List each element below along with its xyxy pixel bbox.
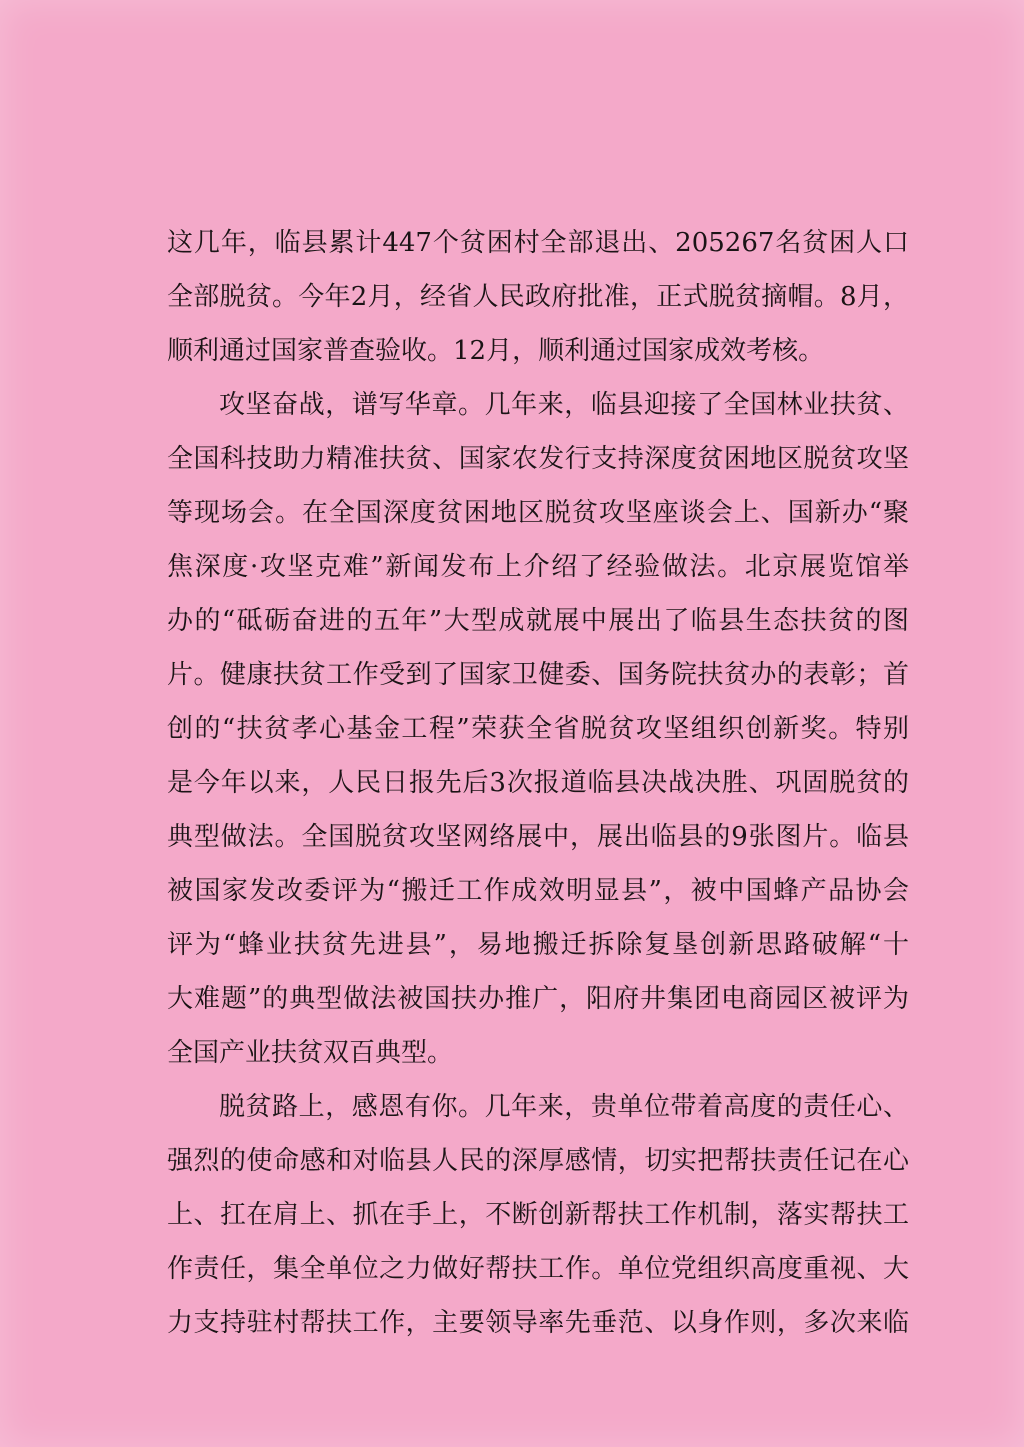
- text-line: 作责任，集全单位之力做好帮扶工作。单位党组织高度重视、大: [167, 1254, 909, 1284]
- text-line: 评为“蜂业扶贫先进县”，易地搬迁拆除复垦创新思路破解“十: [167, 930, 909, 960]
- text-line: 上、扛在肩上、抓在手上，不断创新帮扶工作机制，落实帮扶工: [167, 1200, 909, 1230]
- text-line: 脱贫路上，感恩有你。几年来，贵单位带着高度的责任心、: [219, 1092, 909, 1122]
- text-line: 全国科技助力精准扶贫、国家农发行支持深度贫困地区脱贫攻坚: [167, 444, 909, 474]
- text-line: 攻坚奋战，谱写华章。几年来，临县迎接了全国林业扶贫、: [219, 390, 909, 420]
- text-line: 典型做法。全国脱贫攻坚网络展中，展出临县的9张图片。临县: [167, 822, 909, 852]
- text-line: 办的“砥砺奋进的五年”大型成就展中展出了临县生态扶贫的图: [167, 606, 909, 636]
- text-line: 创的“扶贫孝心基金工程”荣获全省脱贫攻坚组织创新奖。特别: [167, 714, 909, 744]
- text-line: 被国家发改委评为“搬迁工作成效明显县”，被中国蜂产品协会: [167, 876, 909, 906]
- text-line: 等现场会。在全国深度贫困地区脱贫攻坚座谈会上、国新办“聚: [167, 498, 909, 528]
- text-line: 焦深度·攻坚克难”新闻发布上介绍了经验做法。北京展览馆举: [167, 552, 909, 582]
- text-line: 是今年以来，人民日报先后3次报道临县决战决胜、巩固脱贫的: [167, 768, 909, 798]
- text-line: 全部脱贫。今年2月，经省人民政府批准，正式脱贫摘帽。8月，: [167, 282, 909, 312]
- letter-body: [167, 216, 909, 1350]
- text-line: 顺利通过国家普查验收。12月，顺利通过国家成效考核。: [167, 336, 825, 366]
- text-line: 力支持驻村帮扶工作，主要领导率先垂范、以身作则，多次来临: [167, 1308, 909, 1338]
- text-line: 全国产业扶贫双百典型。: [167, 1038, 454, 1068]
- text-line: 强烈的使命感和对临县人民的深厚感情，切实把帮扶责任记在心: [167, 1146, 909, 1176]
- text-line: 大难题”的典型做法被国扶办推广，阳府井集团电商园区被评为: [167, 984, 909, 1014]
- text-line: 这几年，临县累计447个贫困村全部退出、205267名贫困人口: [167, 228, 909, 258]
- text-line: 片。健康扶贫工作受到了国家卫健委、国务院扶贫办的表彰；首: [167, 660, 909, 690]
